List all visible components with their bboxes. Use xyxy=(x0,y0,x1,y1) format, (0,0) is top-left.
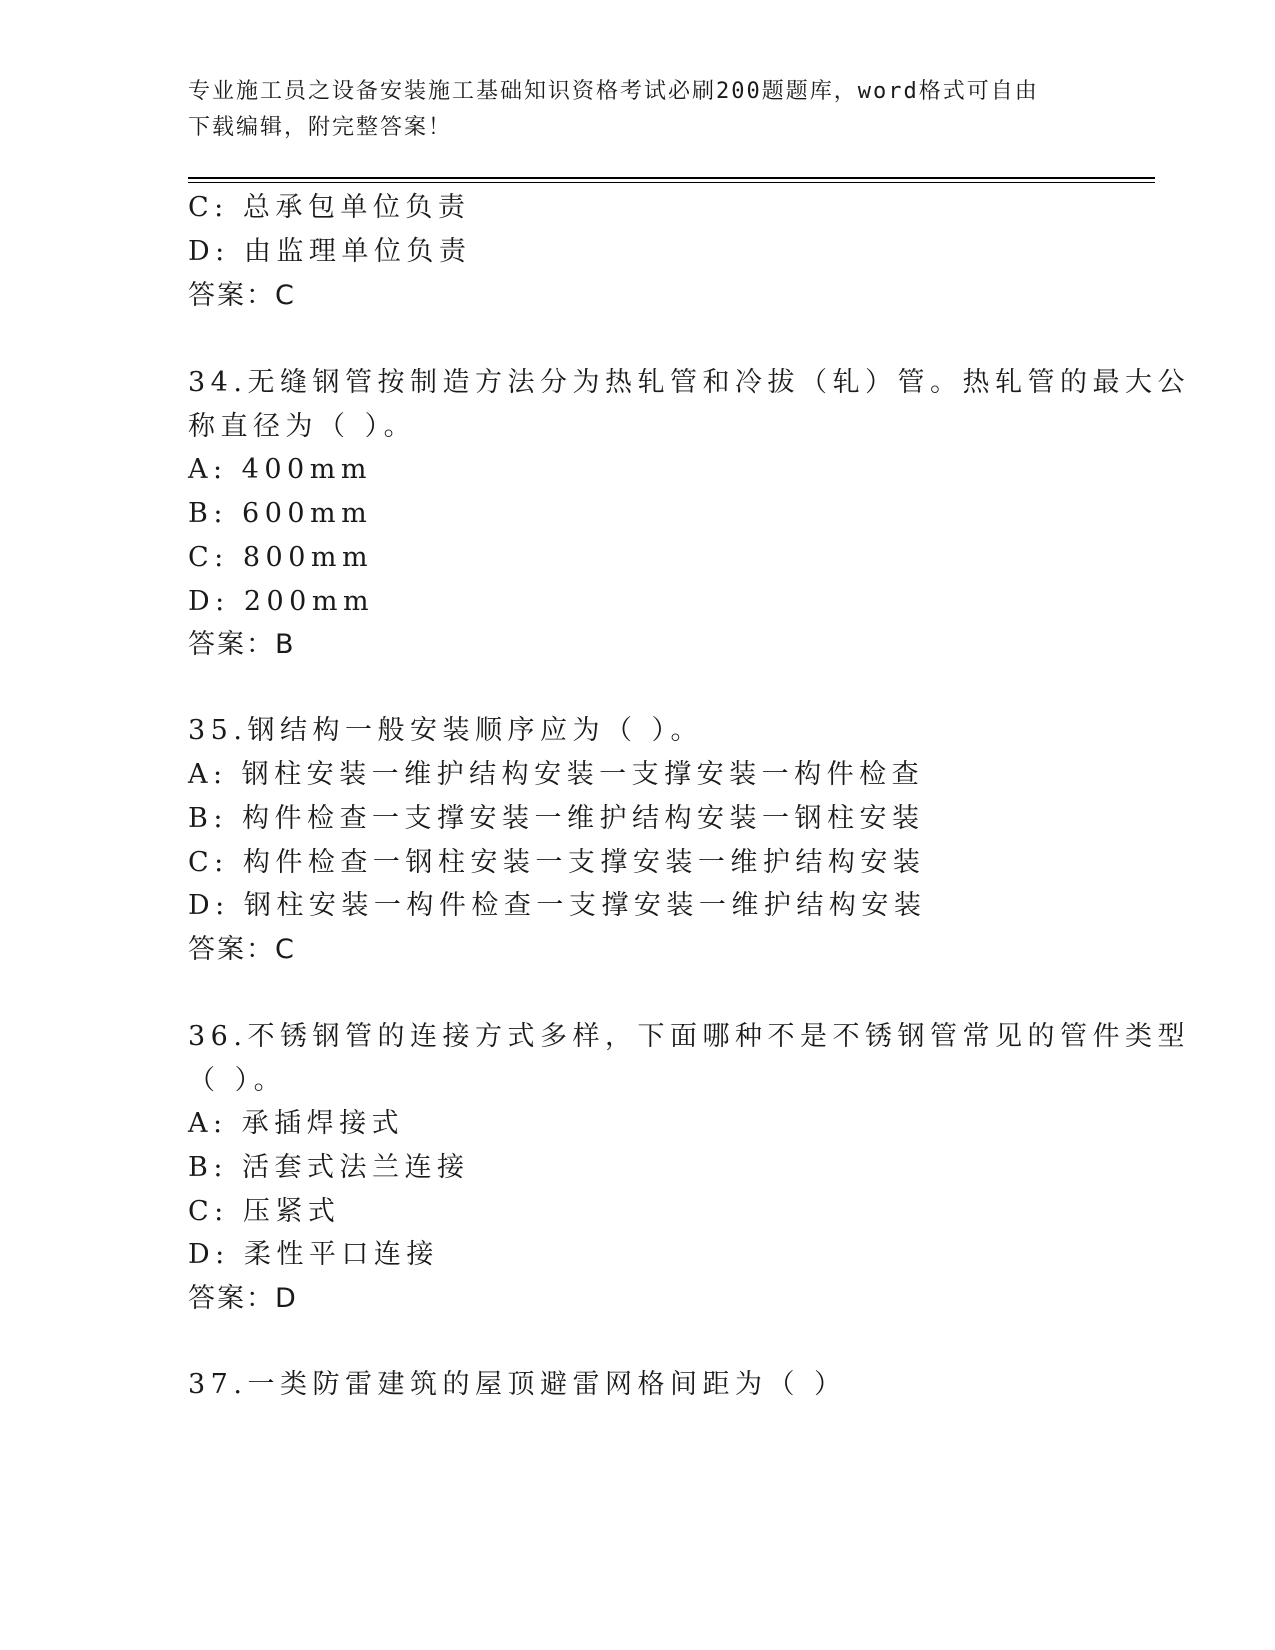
option-c: C: 构件检查一钢柱安装一支撑安装一维护结构安装 xyxy=(188,847,926,878)
header-rule-thick xyxy=(188,177,1155,179)
header-rule-thin xyxy=(188,182,1155,183)
question-stem: 37.一类防雷建筑的屋顶避雷网格间距为（ ） xyxy=(188,1369,847,1400)
option-c: C: 800mm xyxy=(188,542,374,573)
question-stem: 35.钢结构一般安装顺序应为（ ）。 xyxy=(188,715,704,746)
option-d: D: 钢柱安装一构件检查一支撑安装一维护结构安装 xyxy=(188,890,927,921)
header-line-1: 专业施工员之设备安装施工基础知识资格考试必刷200题题库，word格式可自由 xyxy=(188,79,1039,104)
question-stem: 称直径为（ ）。 xyxy=(188,411,417,442)
question-stem: 34.无缝钢管按制造方法分为热轧管和冷拔（轧）管。热轧管的最大公 xyxy=(188,367,1190,398)
question-stem: 36.不锈钢管的连接方式多样，下面哪种不是不锈钢管常见的管件类型 xyxy=(188,1021,1190,1052)
option-a: A: 钢柱安装一维护结构安装一支撑安装一构件检查 xyxy=(188,759,925,790)
option-d: D: 200mm xyxy=(188,586,375,617)
header-line-2: 下载编辑，附完整答案！ xyxy=(188,115,453,140)
answer-line: 答案：C xyxy=(188,934,296,965)
option-b: B: 600mm xyxy=(188,498,373,529)
answer-line: 答案：B xyxy=(188,629,296,660)
option-a: A: 400mm xyxy=(188,454,372,485)
option-a: A: 承插焊接式 xyxy=(188,1108,405,1139)
answer-line: 答案：C xyxy=(188,280,296,311)
option-c: C: 总承包单位负责 xyxy=(188,192,471,223)
answer-line: 答案：D xyxy=(188,1283,298,1314)
document-header xyxy=(188,74,1068,146)
option-d: D: 由监理单位负责 xyxy=(188,236,472,267)
option-b: B: 活套式法兰连接 xyxy=(188,1152,470,1183)
option-d: D: 柔性平口连接 xyxy=(188,1239,439,1270)
option-c: C: 压紧式 xyxy=(188,1196,341,1227)
question-stem: （ ）。 xyxy=(188,1065,287,1096)
option-b: B: 构件检查一支撑安装一维护结构安装一钢柱安装 xyxy=(188,803,925,834)
